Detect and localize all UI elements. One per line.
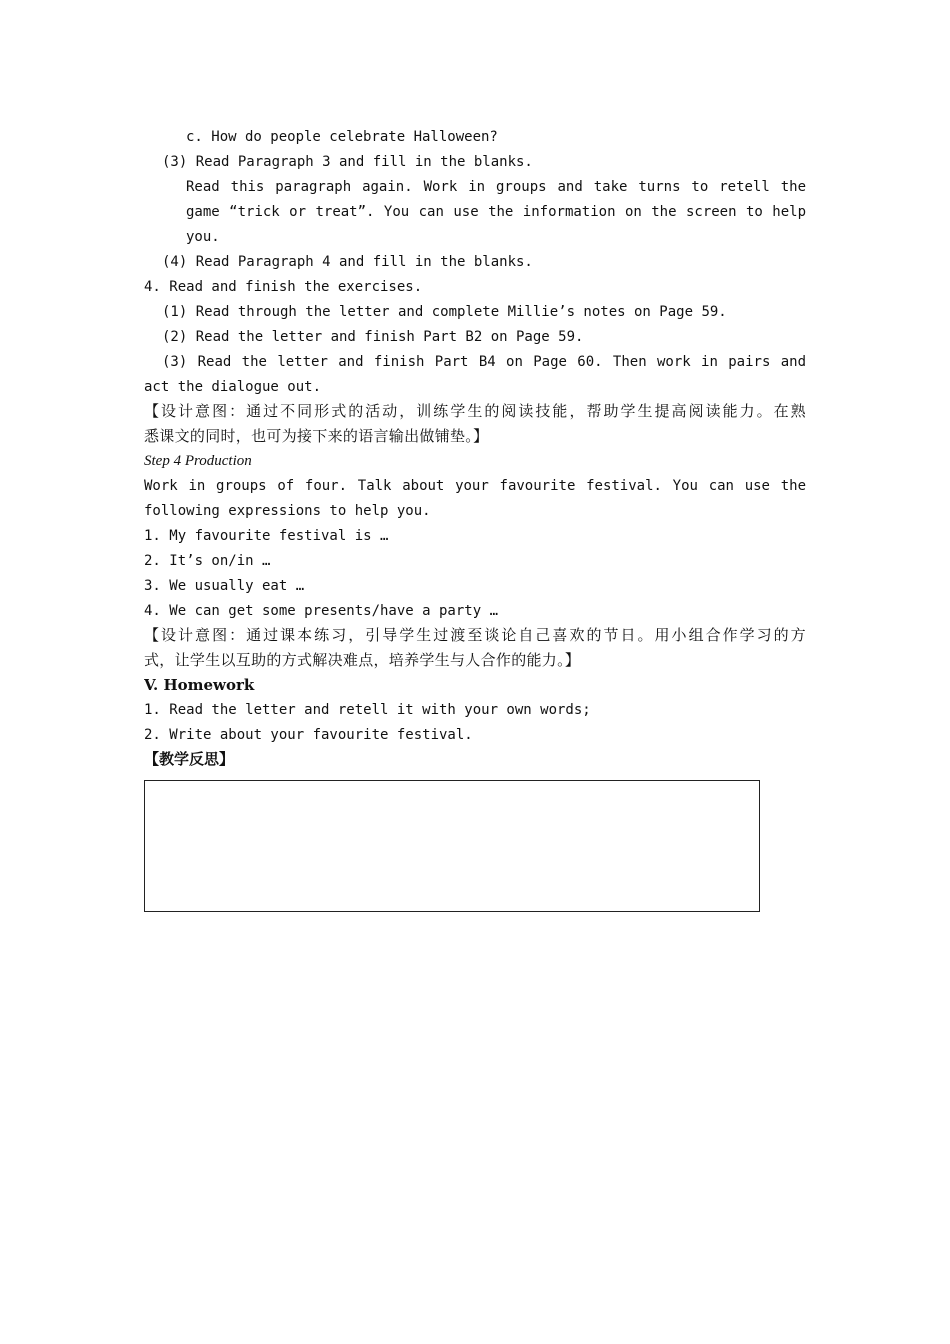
paragraph-line: act the dialogue out.: [144, 379, 322, 395]
design-intent-note: 【设计意图：通过不同形式的活动，训练学生的阅读技能，帮助学生提高阅读能力。在熟: [144, 402, 806, 420]
paragraph-line: following expressions to help you.: [144, 503, 431, 519]
homework-item-2: 2. Write about your favourite festival.: [144, 727, 473, 743]
paragraph-line: you.: [186, 229, 220, 245]
paragraph-line: game “trick or treat”. You can use the information on the screen to help: [186, 204, 806, 220]
exercise-item-2: (2) Read the letter and finish Part B2 on Page 59.: [162, 329, 584, 345]
step-item-3: (3) Read Paragraph 3 and fill in the blanks.: [162, 154, 533, 170]
section-heading-reflection: 【教学反思】: [144, 750, 235, 768]
section-heading-homework: V. Homework: [144, 676, 255, 694]
exercise-item-1: (1) Read through the letter and complete Millie’s notes on Page 59.: [162, 304, 727, 320]
paragraph-line: Work in groups of four. Talk about your favourite festival. You can use the: [144, 478, 806, 494]
expression-item-2: 2. It’s on/in …: [144, 553, 271, 569]
numbered-item-4: 4. Read and finish the exercises.: [144, 279, 423, 295]
exercise-item-3: (3) Read the letter and finish Part B4 on Page 60. Then work in pairs and: [162, 354, 806, 370]
design-intent-note: 式，让学生以互助的方式解决难点，培养学生与人合作的能力。】: [144, 651, 581, 669]
section-heading-step-4: Step 4 Production: [144, 453, 252, 469]
expression-item-3: 3. We usually eat …: [144, 578, 305, 594]
step-item-4: (4) Read Paragraph 4 and fill in the blanks.: [162, 254, 533, 270]
paragraph-line: Read this paragraph again. Work in groups and take turns to retell the: [186, 179, 806, 195]
design-intent-note: 【设计意图：通过课本练习，引导学生过渡至谈论自己喜欢的节日。用小组合作学习的方: [144, 626, 806, 644]
question-c: c. How do people celebrate Halloween?: [186, 129, 498, 145]
expression-item-4: 4. We can get some presents/have a party …: [144, 603, 499, 619]
expression-item-1: 1. My favourite festival is …: [144, 528, 389, 544]
homework-item-1: 1. Read the letter and retell it with your own words;: [144, 702, 591, 718]
reflection-box: [144, 780, 760, 912]
design-intent-note: 悉课文的同时，也可为接下来的语言输出做铺垫。】: [144, 427, 489, 445]
